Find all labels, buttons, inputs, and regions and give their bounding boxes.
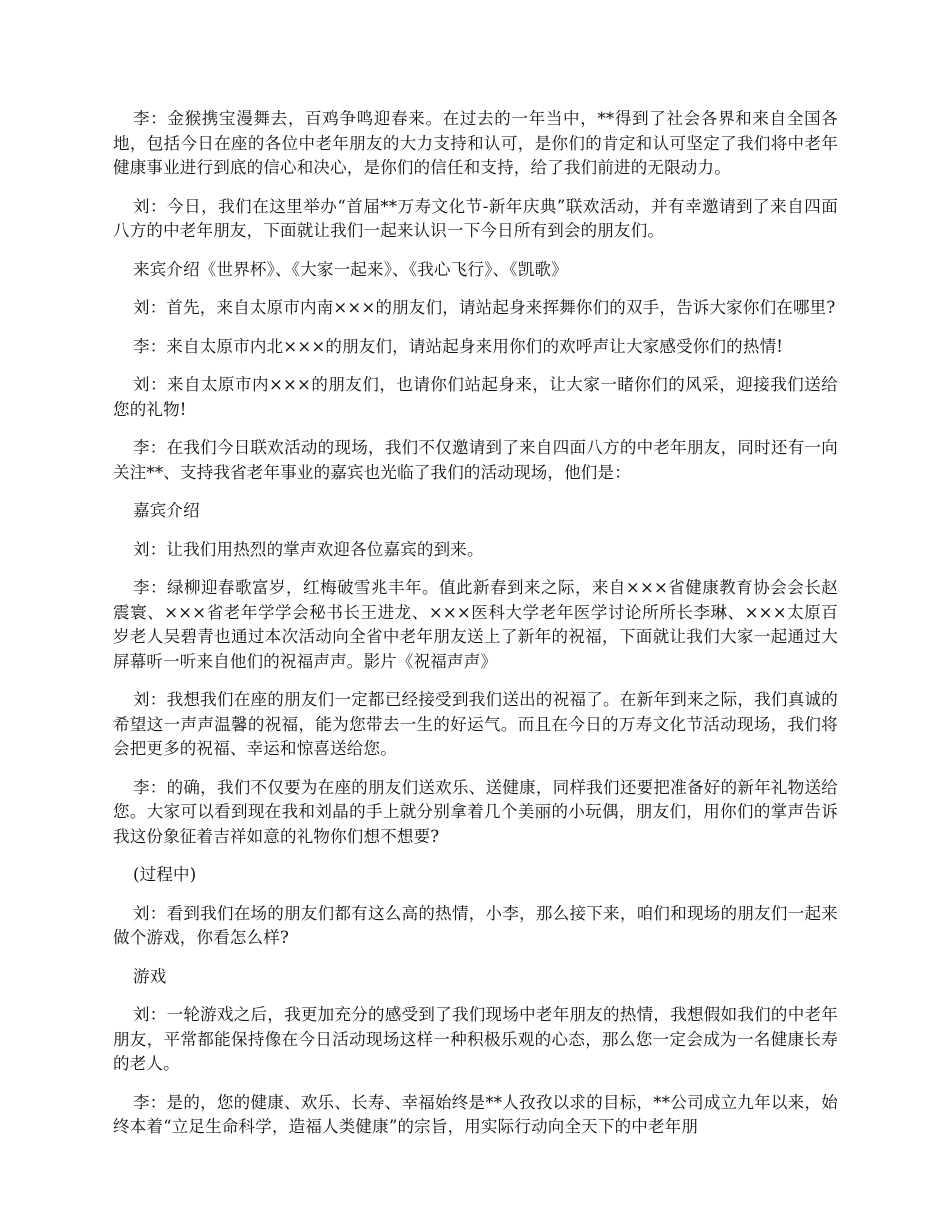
- paragraph-vip-heading: 嘉宾介绍: [133, 501, 200, 520]
- paragraph-north-friends: 李：来自太原市内北×××的朋友们，请站起身来用你们的欢呼声让大家感受你们的热情!: [133, 336, 784, 356]
- paragraph-company-mission: 李：是的，您的健康、欢乐、长寿、幸福始终是**人孜孜以求的目标，**公司成立九年以来，始终本着“立足生命科学，造福人类健康”的宗旨，用实际行动向全天下的中老年朋: [113, 1092, 838, 1136]
- paragraph-in-process: (过程中): [133, 865, 197, 884]
- paragraph-south-friends: 刘：首先，来自太原市内南×××的朋友们，请站起身来挥舞你们的双手，告诉大家你们在哪里?: [133, 298, 836, 317]
- paragraph-good-luck: 刘：我想我们在座的朋友们一定都已经接受到我们送出的祝福了。在新年到来之际，我们真诚的希望这一声声温馨的祝福，能为您带去一生的好运气。而且在今日的万寿文化节活动现场，我们将会把更多的祝福、幸运和惊喜送给您。: [113, 690, 838, 758]
- paragraph-game-invite: 刘：看到我们在场的朋友们都有这么高的热情，小李，那么接下来，咱们和现场的朋友们一起来做个游戏，你看怎么样?: [113, 903, 838, 947]
- paragraph-gifts: 李：的确，我们不仅要为在座的朋友们送欢乐、送健康，同样我们还要把准备好的新年礼物送给您。大家可以看到现在我和刘晶的手上就分别拿着几个美丽的小玩偶，朋友们，用你们的掌声告诉我这份象征着吉祥如意的礼物你们想不想要?: [113, 777, 838, 846]
- paragraph-guest-songs: 来宾介绍《世界杯》、《大家一起来》、《我心飞行》、《凯歌》: [133, 259, 568, 279]
- paragraph-city-friends: 刘：来自太原市内×××的朋友们，也请你们站起身来，让大家一睹你们的风采，迎接我们送给您的礼物!: [113, 375, 838, 419]
- document-body: [113, 107, 838, 1154]
- paragraph-game-heading: 游戏: [133, 966, 167, 986]
- paragraph-welcome-vips: 刘：让我们用热烈的掌声欢迎各位嘉宾的到来。: [133, 539, 484, 559]
- paragraph-intro-liu: 刘：今日，我们在这里举办“首届**万寿文化节-新年庆典”联欢活动，并有幸邀请到了来自四面八方的中老年朋友，下面就让我们一起来认识一下今日所有到会的朋友们。: [113, 196, 838, 240]
- paragraph-blessings: 李：绿柳迎春歌富岁，红梅破雪兆丰年。值此新春到来之际，来自×××省健康教育协会会长赵震寰、×××省老年学学会秘书长王进龙、×××医科大学老年医学讨论所所长李琳、×××太原百岁老人吴碧青也通过本次活动向全省中老年朋友送上了新年的祝福，下面就让我们大家一起通过大屏幕听一听来自他们的祝福声声。影片《祝福声声》: [113, 578, 838, 671]
- paragraph-vip-intro: 李：在我们今日联欢活动的现场，我们不仅邀请到了来自四面八方的中老年朋友，同时还有一向关注**、支持我省老年事业的嘉宾也光临了我们的活动现场，他们是：: [113, 438, 838, 482]
- paragraph-intro-li: 李：金猴携宝漫舞去，百鸡争鸣迎春来。在过去的一年当中，**得到了社会各界和来自全国各地，包括今日在座的各位中老年朋友的大力支持和认可，是你们的肯定和认可坚定了我们将中老年健康事业进行到底的信心和决心，是你们的信任和支持，给了我们前进的无限动力。: [113, 109, 838, 177]
- paragraph-after-game: 刘：一轮游戏之后，我更加充分的感受到了我们现场中老年朋友的热情，我想假如我们的中老年朋友，平常都能保持像在今日活动现场这样一种积极乐观的心态，那么您一定会成为一名健康长寿的老人。: [113, 1005, 838, 1073]
